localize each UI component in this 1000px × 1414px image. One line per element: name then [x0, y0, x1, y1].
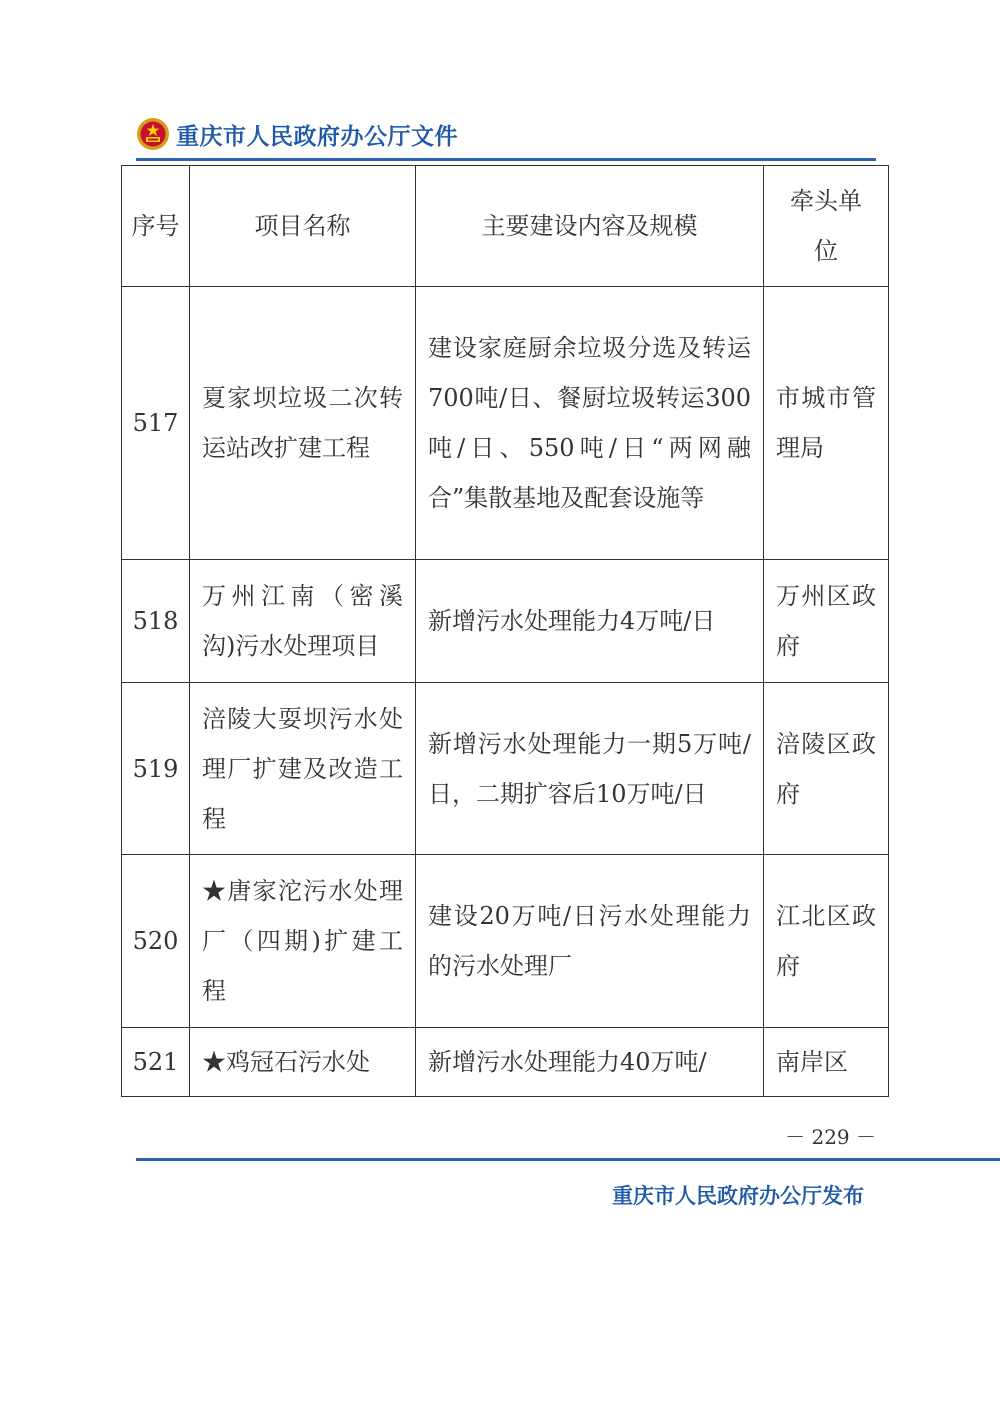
header-title: 重庆市人民政府办公厅文件: [176, 123, 458, 150]
row-unit: 涪陵区政府: [764, 683, 889, 855]
row-name: 夏家坝垃圾二次转运站改扩建工程: [190, 287, 416, 560]
row-num: 518: [122, 560, 190, 683]
row-content: 新增污水处理能力一期5万吨/日，二期扩容后10万吨/日: [416, 683, 764, 855]
row-num: 520: [122, 855, 190, 1028]
document-header: [136, 114, 458, 154]
row-content: 新增污水处理能力4万吨/日: [416, 560, 764, 683]
row-unit: 江北区政府: [764, 855, 889, 1028]
table-header-row: [122, 166, 889, 287]
footer-publisher: 重庆市人民政府办公厅发布: [612, 1184, 864, 1208]
row-name: 万州江南（密溪沟)污水处理项目: [190, 560, 416, 683]
row-name: 涪陵大耍坝污水处理厂扩建及改造工程: [190, 683, 416, 855]
header-divider: [136, 158, 876, 161]
row-name: ★鸡冠石污水处: [190, 1028, 416, 1097]
project-table: [121, 165, 889, 1097]
row-unit: 市城市管理局: [764, 287, 889, 560]
row-num: 517: [122, 287, 190, 560]
table-row: [122, 855, 889, 1028]
row-unit: 万州区政府: [764, 560, 889, 683]
table-row: [122, 287, 889, 560]
footer-divider: [136, 1158, 1000, 1161]
header-name: 项目名称: [190, 166, 416, 287]
row-content: 建设20万吨/日污水处理能力的污水处理厂: [416, 855, 764, 1028]
row-name: ★唐家沱污水处理厂（四期)扩建工程: [190, 855, 416, 1028]
row-unit: 南岸区: [764, 1028, 889, 1097]
row-content: 新增污水处理能力40万吨/: [416, 1028, 764, 1097]
row-num: 519: [122, 683, 190, 855]
table-row: [122, 683, 889, 855]
header-unit: 牵头单位: [764, 166, 889, 287]
table-row: [122, 560, 889, 683]
header-content: 主要建设内容及规模: [416, 166, 764, 287]
table-row: [122, 1028, 889, 1097]
page-number: － 229 －: [785, 1125, 876, 1149]
row-content: 建设家庭厨余垃圾分选及转运700吨/日、餐厨垃圾转运300吨/日、550吨/日“两网融合”集散基地及配套设施等: [416, 287, 764, 560]
header-num: 序号: [122, 166, 190, 287]
national-emblem-icon: [136, 117, 170, 151]
row-num: 521: [122, 1028, 190, 1097]
